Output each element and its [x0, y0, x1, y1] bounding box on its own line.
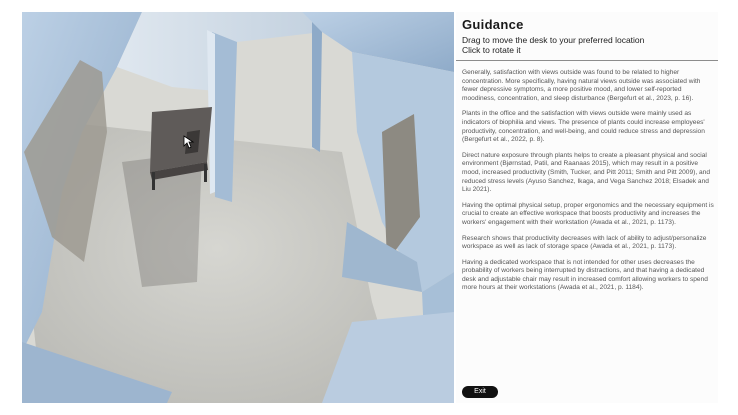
drag-instruction: Drag to move the desk to your preferred location: [462, 35, 645, 45]
guidance-paragraph: Generally, satisfaction with views outside was found to be related to higher concentration. More specifically, having natural views outside was associated with fewer depressive symptoms, a more positive mood, and lower self-reported moodiness, concentration, and sleep disturbance (Bergefurt et al., 2023, p. 16).: [462, 69, 701, 102]
divider: [456, 60, 718, 61]
room-scene[interactable]: [22, 12, 454, 403]
exit-button[interactable]: Exit: [462, 386, 498, 398]
click-instruction: Click to rotate it: [462, 45, 521, 55]
guidance-panel: [456, 12, 718, 403]
guidance-paragraph: Direct nature exposure through plants helps to create a pleasant physical and social environment (Bjørnstad, Patil, and Raanaas 2015), which may result in a positive mood, increased productivity (Smith, Tucker, and Pitt 2011; Smith and Pitt 2009), and reduced stress levels (Ayuso Sanchez, Ikaga, and Vega Sanchez 2018; Elsadek and Liu 2021).: [462, 151, 711, 194]
room-3d-viewport[interactable]: [22, 12, 454, 403]
guidance-title: Guidance: [462, 17, 524, 32]
guidance-paragraph: Research shows that productivity decreases with lack of ability to adjust/personalize workspace as well as lack of storage space (Awada et al., 2021, p. 1173).: [462, 234, 707, 251]
guidance-paragraph: Having the optimal physical setup, proper ergonomics and the necessary equipment is crucial to create an effective workspace that boosts productivity and increases the workers' engagement with their workstation (Awada et al., 2021, p. 1173).: [462, 201, 714, 226]
guidance-paragraph: Having a dedicated workspace that is not intended for other uses decreases the probability of workers being interrupted by distractions, and that having a dedicated desk and adjustable chair may result in increased comfort allowing workers to spend more hours at their workstations (Awada et al., 2021, p. 1184).: [462, 258, 708, 292]
guidance-text: [462, 69, 714, 300]
guidance-paragraph: Plants in the office and the satisfaction with views outside were mainly used as indicators of biophilia and views. The presence of plants could increase employees' productivity, concentration, and well-being, and could reduce stress and depression (Bergefurt et al., 2022, p. 8).: [462, 110, 705, 144]
right-partition: [312, 22, 322, 152]
